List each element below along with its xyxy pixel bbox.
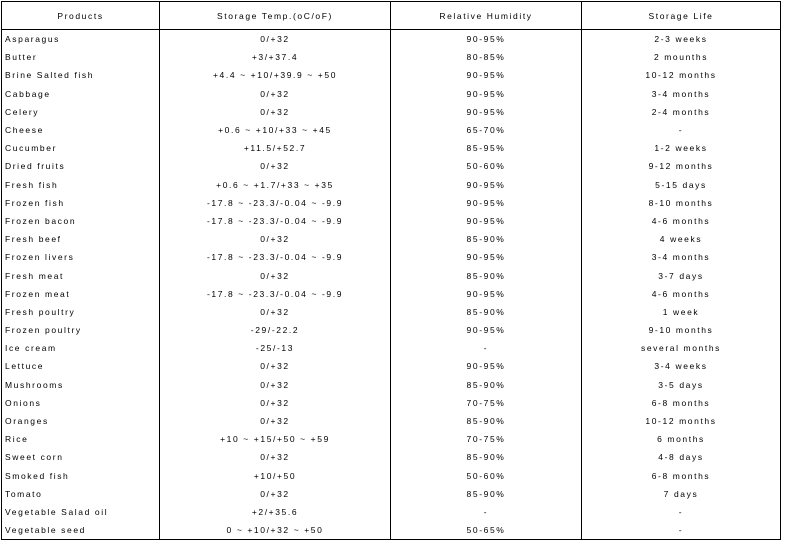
table-row — [2, 212, 781, 230]
cell-relative-humidity: 70-75% — [391, 394, 582, 412]
storage-table — [1, 1, 781, 540]
cell-storage-temp: 0/+32 — [160, 157, 391, 175]
cell-storage-temp: 0/+32 — [160, 394, 391, 412]
cell-storage-temp: +10 ~ +15/+50 ~ +59 — [160, 430, 391, 448]
cell-storage-temp: 0/+32 — [160, 412, 391, 430]
cell-storage-life: 6 months — [582, 430, 781, 448]
cell-product: Cucumber — [2, 139, 160, 157]
cell-product: Frozen bacon — [2, 212, 160, 230]
cell-storage-life: 9-12 months — [582, 157, 781, 175]
cell-relative-humidity: 90-95% — [391, 66, 582, 84]
cell-storage-temp: +3/+37.4 — [160, 48, 391, 66]
cell-storage-life: several months — [582, 339, 781, 357]
cell-storage-temp: 0/+32 — [160, 376, 391, 394]
table-row — [2, 248, 781, 266]
cell-storage-life: 5-15 days — [582, 176, 781, 194]
cell-storage-life: 3-5 days — [582, 376, 781, 394]
table-row — [2, 357, 781, 375]
cell-product: Fresh beef — [2, 230, 160, 248]
cell-relative-humidity: 80-85% — [391, 48, 582, 66]
table-row — [2, 430, 781, 448]
cell-product: Vegetable Salad oil — [2, 503, 160, 521]
cell-product: Celery — [2, 103, 160, 121]
table-row — [2, 176, 781, 194]
cell-storage-temp: +2/+35.6 — [160, 503, 391, 521]
cell-product: Fresh fish — [2, 176, 160, 194]
table-row — [2, 376, 781, 394]
table-header — [2, 2, 781, 30]
header-storage-life: Storage Life — [582, 2, 781, 30]
cell-product: Vegetable seed — [2, 521, 160, 540]
cell-relative-humidity: 90-95% — [391, 248, 582, 266]
cell-product: Tomato — [2, 485, 160, 503]
cell-storage-life: 9-10 months — [582, 321, 781, 339]
table-row — [2, 85, 781, 103]
cell-storage-life: 2 mounths — [582, 48, 781, 66]
cell-storage-life: 1 week — [582, 303, 781, 321]
table-row — [2, 194, 781, 212]
cell-relative-humidity: 90-95% — [391, 212, 582, 230]
table-row — [2, 467, 781, 485]
cell-relative-humidity: 50-60% — [391, 157, 582, 175]
cell-product: Rice — [2, 430, 160, 448]
cell-product: Fresh poultry — [2, 303, 160, 321]
cell-product: Frozen meat — [2, 285, 160, 303]
cell-relative-humidity: - — [391, 339, 582, 357]
cell-product: Cabbage — [2, 85, 160, 103]
cell-storage-life: 6-8 months — [582, 467, 781, 485]
cell-relative-humidity: 90-95% — [391, 321, 582, 339]
cell-relative-humidity: 85-90% — [391, 412, 582, 430]
cell-product: Onions — [2, 394, 160, 412]
cell-product: Butter — [2, 48, 160, 66]
table-row — [2, 303, 781, 321]
cell-relative-humidity: 85-95% — [391, 139, 582, 157]
cell-storage-life: 3-4 months — [582, 85, 781, 103]
cell-product: Ice cream — [2, 339, 160, 357]
table-row — [2, 139, 781, 157]
cell-storage-life: 6-8 months — [582, 394, 781, 412]
cell-storage-temp: +11.5/+52.7 — [160, 139, 391, 157]
cell-storage-temp: 0/+32 — [160, 230, 391, 248]
cell-storage-temp: -17.8 ~ -23.3/-0.04 ~ -9.9 — [160, 212, 391, 230]
cell-storage-temp: 0 ~ +10/+32 ~ +50 — [160, 521, 391, 540]
table-row — [2, 521, 781, 540]
cell-storage-life: 10-12 months — [582, 66, 781, 84]
cell-storage-life: 4-8 days — [582, 448, 781, 466]
cell-storage-life: 4 weeks — [582, 230, 781, 248]
table-row — [2, 285, 781, 303]
header-relative-humidity: Relative Humidity — [391, 2, 582, 30]
table-body — [2, 30, 781, 540]
cell-relative-humidity: 65-70% — [391, 121, 582, 139]
cell-relative-humidity: 90-95% — [391, 194, 582, 212]
table-row — [2, 485, 781, 503]
cell-relative-humidity: 70-75% — [391, 430, 582, 448]
cell-relative-humidity: 85-90% — [391, 448, 582, 466]
cell-product: Frozen poultry — [2, 321, 160, 339]
table-row — [2, 266, 781, 284]
cell-storage-temp: -25/-13 — [160, 339, 391, 357]
cell-product: Cheese — [2, 121, 160, 139]
cell-storage-life: - — [582, 521, 781, 540]
cell-storage-life: 10-12 months — [582, 412, 781, 430]
cell-relative-humidity: - — [391, 503, 582, 521]
cell-relative-humidity: 85-90% — [391, 376, 582, 394]
table-row — [2, 412, 781, 430]
header-row — [2, 2, 781, 30]
table-row — [2, 321, 781, 339]
cell-relative-humidity: 90-95% — [391, 85, 582, 103]
cell-product: Lettuce — [2, 357, 160, 375]
cell-storage-temp: 0/+32 — [160, 266, 391, 284]
cell-relative-humidity: 85-90% — [391, 230, 582, 248]
cell-product: Frozen fish — [2, 194, 160, 212]
cell-relative-humidity: 90-95% — [391, 285, 582, 303]
cell-storage-life: 4-6 months — [582, 212, 781, 230]
header-products: Products — [2, 2, 160, 30]
table-row — [2, 394, 781, 412]
table-row — [2, 30, 781, 49]
cell-relative-humidity: 85-90% — [391, 485, 582, 503]
table-row — [2, 66, 781, 84]
cell-storage-life: 2-4 months — [582, 103, 781, 121]
cell-storage-temp: +0.6 ~ +1.7/+33 ~ +35 — [160, 176, 391, 194]
cell-product: Brine Salted fish — [2, 66, 160, 84]
cell-storage-life: 3-7 days — [582, 266, 781, 284]
cell-storage-life: - — [582, 121, 781, 139]
cell-storage-life: 3-4 weeks — [582, 357, 781, 375]
table-row — [2, 103, 781, 121]
cell-storage-temp: +10/+50 — [160, 467, 391, 485]
cell-storage-life: 7 days — [582, 485, 781, 503]
cell-storage-life: 8-10 months — [582, 194, 781, 212]
cell-product: Oranges — [2, 412, 160, 430]
cell-storage-temp: -17.8 ~ -23.3/-0.04 ~ -9.9 — [160, 285, 391, 303]
cell-product: Sweet corn — [2, 448, 160, 466]
cell-storage-temp: 0/+32 — [160, 357, 391, 375]
cell-storage-temp: 0/+32 — [160, 303, 391, 321]
cell-product: Fresh meat — [2, 266, 160, 284]
cell-storage-life: 3-4 months — [582, 248, 781, 266]
table-row — [2, 230, 781, 248]
cell-storage-life: 2-3 weeks — [582, 30, 781, 49]
cell-storage-life: 1-2 weeks — [582, 139, 781, 157]
cell-product: Asparagus — [2, 30, 160, 49]
cell-storage-temp: -17.8 ~ -23.3/-0.04 ~ -9.9 — [160, 248, 391, 266]
cell-storage-temp: 0/+32 — [160, 30, 391, 49]
cell-storage-life: 4-6 months — [582, 285, 781, 303]
table-row — [2, 48, 781, 66]
cell-relative-humidity: 90-95% — [391, 357, 582, 375]
header-storage-temp: Storage Temp.(oC/oF) — [160, 2, 391, 30]
cell-product: Smoked fish — [2, 467, 160, 485]
cell-relative-humidity: 90-95% — [391, 30, 582, 49]
cell-product: Frozen livers — [2, 248, 160, 266]
cell-storage-temp: 0/+32 — [160, 85, 391, 103]
cell-product: Mushrooms — [2, 376, 160, 394]
cell-storage-temp: 0/+32 — [160, 485, 391, 503]
cell-storage-temp: 0/+32 — [160, 103, 391, 121]
cell-storage-temp: +4.4 ~ +10/+39.9 ~ +50 — [160, 66, 391, 84]
cell-storage-temp: -17.8 ~ -23.3/-0.04 ~ -9.9 — [160, 194, 391, 212]
cell-relative-humidity: 90-95% — [391, 103, 582, 121]
table-row — [2, 157, 781, 175]
cell-relative-humidity: 85-90% — [391, 303, 582, 321]
table-row — [2, 121, 781, 139]
cell-storage-temp: 0/+32 — [160, 448, 391, 466]
cell-product: Dried fruits — [2, 157, 160, 175]
table-row — [2, 503, 781, 521]
cell-storage-temp: +0.6 ~ +10/+33 ~ +45 — [160, 121, 391, 139]
cell-relative-humidity: 85-90% — [391, 266, 582, 284]
table-row — [2, 448, 781, 466]
cell-storage-temp: -29/-22.2 — [160, 321, 391, 339]
cell-relative-humidity: 50-60% — [391, 467, 582, 485]
table-row — [2, 339, 781, 357]
cell-relative-humidity: 90-95% — [391, 176, 582, 194]
cell-relative-humidity: 50-65% — [391, 521, 582, 540]
cell-storage-life: - — [582, 503, 781, 521]
